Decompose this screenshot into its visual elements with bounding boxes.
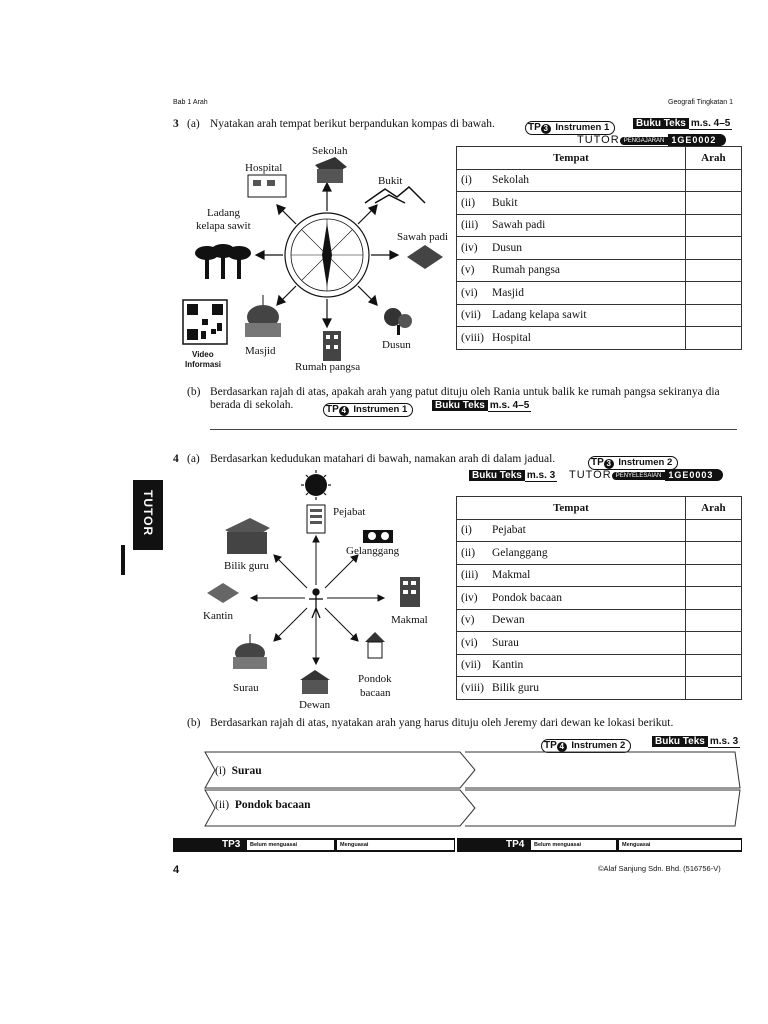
answer-cell[interactable] — [685, 632, 741, 655]
chapter-header: Bab 1 Arah — [173, 99, 208, 106]
row-place: Surau — [488, 632, 685, 655]
row-place: Pejabat — [488, 519, 685, 542]
tutor-label: TUTOR — [577, 134, 620, 146]
table-row — [457, 564, 742, 587]
tp-level: 4 — [339, 406, 349, 416]
label-masjid: Masjid — [245, 345, 276, 357]
q4b-row-2 — [215, 799, 311, 812]
tp4-menguasai[interactable]: Menguasai — [619, 840, 741, 850]
label-video: Video — [192, 350, 214, 359]
buku-teks-label: Buku Teks — [432, 400, 488, 411]
row-place: Sekolah — [488, 169, 685, 192]
row-num: (vii) — [457, 654, 489, 677]
qr-code-icon — [183, 300, 227, 344]
q3a-textbook-ref — [633, 117, 732, 130]
copyright-text: Alaf Sanjung Sdn. Bhd. (516756-V) — [603, 864, 721, 873]
row-place: Surau — [231, 765, 262, 777]
mosque-icon — [245, 295, 281, 337]
table-row — [457, 169, 742, 192]
reading-hut-icon — [365, 632, 385, 658]
canteen-icon — [207, 583, 239, 603]
table-row — [457, 609, 742, 632]
row-num: (viii) — [457, 677, 489, 700]
row-num: (ii) — [457, 192, 489, 215]
tutor-code: 1GE0003 — [665, 469, 723, 481]
label-pejabat: Pejabat — [333, 506, 366, 518]
hall-icon — [300, 670, 330, 694]
flats-icon — [323, 331, 341, 361]
q4-number: 4 — [173, 453, 179, 465]
row-place: Rumah pangsa — [488, 259, 685, 282]
page-ref: m.s. 4–5 — [489, 400, 530, 411]
tutor-side-tab — [133, 480, 163, 550]
label-surau: Surau — [233, 682, 259, 694]
table-row — [457, 282, 742, 305]
row-place: Makmal — [488, 564, 685, 587]
answer-cell[interactable] — [685, 519, 741, 542]
row-num: (i) — [457, 169, 489, 192]
col-tempat: Tempat — [457, 497, 686, 520]
page-ref: m.s. 3 — [526, 470, 556, 481]
sun-icon — [301, 470, 331, 500]
q4a-textbook-ref — [469, 469, 557, 482]
answer-cell[interactable] — [685, 587, 741, 610]
tp-text: TP — [591, 457, 604, 468]
page-ref: m.s. 4–5 — [690, 118, 731, 129]
q4-answer-table — [456, 496, 742, 700]
row-place: Hospital — [488, 327, 685, 350]
row-num: (vi) — [457, 282, 489, 305]
row-place: Masjid — [488, 282, 685, 305]
hill-icon — [365, 187, 425, 203]
label-kantin: Kantin — [203, 610, 233, 622]
side-marker — [121, 545, 125, 575]
table-row — [457, 304, 742, 327]
row-place: Pondok bacaan — [488, 587, 685, 610]
q4a-label: (a) — [187, 453, 200, 465]
row-place: Bukit — [488, 192, 685, 215]
row-place: Dewan — [488, 609, 685, 632]
row-num: (ii) — [457, 542, 489, 565]
row-num: (iv) — [457, 237, 489, 260]
q3a-text: Nyatakan arah tempat berikut berpandukan kompas di bawah. — [210, 118, 495, 130]
q4b-answer-1[interactable] — [470, 752, 735, 788]
tp-level: 3 — [541, 124, 551, 134]
table-row — [457, 542, 742, 565]
q3b-label: (b) — [187, 386, 201, 398]
answer-cell[interactable] — [685, 564, 741, 587]
row-place: Bilik guru — [488, 677, 685, 700]
label-hospital: Hospital — [245, 162, 283, 174]
lab-icon — [400, 577, 420, 607]
answer-cell[interactable] — [685, 654, 741, 677]
row-place: Dusun — [488, 237, 685, 260]
instrument-label: Instrumen 1 — [555, 122, 610, 133]
q3-answer-table — [456, 146, 742, 350]
label-rumah-pangsa: Rumah pangsa — [295, 361, 361, 373]
subject-header: Geografi Tingkatan 1 — [668, 99, 733, 106]
tp3-belum[interactable]: Belum menguasai — [247, 840, 334, 850]
table-row — [457, 654, 742, 677]
q4b-textbook-ref — [652, 735, 740, 748]
table-row — [457, 632, 742, 655]
instrument-label: Instrumen 2 — [618, 457, 673, 468]
answer-cell[interactable] — [685, 677, 741, 700]
tp3-menguasai[interactable]: Menguasai — [337, 840, 454, 850]
q4b-row-1 — [215, 765, 262, 778]
q4a-text: Berdasarkan kedudukan matahari di bawah, namakan arah di dalam jadual. — [210, 453, 556, 465]
page-number: 4 — [173, 864, 180, 876]
tp4-label: TP4 — [506, 839, 525, 850]
answer-cell[interactable] — [685, 282, 741, 305]
col-arah: Arah — [685, 497, 741, 520]
tutor-code: 1GE0002 — [668, 134, 726, 146]
label-dewan: Dewan — [299, 699, 331, 711]
tp4-belum[interactable]: Belum menguasai — [531, 840, 616, 850]
row-num: (iv) — [457, 587, 489, 610]
row-num: (v) — [457, 609, 489, 632]
q3b-answer-line[interactable] — [210, 429, 737, 430]
staffroom-icon — [225, 518, 270, 554]
instrument-label: Instrumen 2 — [571, 740, 626, 751]
answer-cell[interactable] — [685, 237, 741, 260]
answer-cell[interactable] — [685, 327, 741, 350]
row-num: (ii) — [215, 799, 230, 811]
q3-number: 3 — [173, 118, 179, 130]
label-makmal: Makmal — [391, 614, 428, 626]
palm-oil-icon — [195, 244, 251, 279]
answer-cell[interactable] — [685, 214, 741, 237]
q3a-label: (a) — [187, 118, 200, 130]
q4b-text: Berdasarkan rajah di atas, nyatakan arah yang harus dituju oleh Jeremy dari dewan ke lokasi berikut. — [210, 717, 674, 729]
table-row — [457, 237, 742, 260]
label-sawah-padi: Sawah padi — [397, 231, 449, 243]
tp-level: 3 — [604, 459, 614, 469]
buku-teks-label: Buku Teks — [652, 736, 708, 747]
q3a-tp-badge — [525, 117, 615, 135]
label-kelapa-sawit: kelapa sawit — [196, 220, 251, 232]
answer-cell[interactable] — [685, 542, 741, 565]
answer-cell[interactable] — [685, 609, 741, 632]
stadium-icon — [363, 530, 393, 543]
buku-teks-label: Buku Teks — [469, 470, 525, 481]
surau-icon — [233, 634, 267, 669]
row-num: (viii) — [457, 327, 489, 350]
q3b-text: Berdasarkan rajah di atas, apakah arah yang patut dituju oleh Rania untuk balik ke rumah pangsa sekiranya dia berada di sekolah. — [210, 386, 720, 411]
row-num: (v) — [457, 259, 489, 282]
table-row — [457, 259, 742, 282]
col-tempat: Tempat — [457, 147, 686, 170]
answer-cell[interactable] — [685, 259, 741, 282]
tp-text: TP — [528, 122, 541, 133]
label-bukit: Bukit — [378, 175, 403, 187]
label-sekolah: Sekolah — [312, 145, 348, 157]
tutor-tag: PENGAJARAN — [620, 137, 669, 145]
label-bilik-guru: Bilik guru — [224, 560, 269, 572]
answer-cell[interactable] — [685, 192, 741, 215]
hospital-icon — [248, 175, 286, 197]
row-num: (i) — [457, 519, 489, 542]
tutor-tag: PENYELESAIAN — [612, 472, 666, 480]
label-bacaan: bacaan — [360, 687, 391, 699]
school-icon — [315, 157, 347, 183]
copyright — [598, 864, 721, 873]
q4a-tp-badge — [588, 452, 678, 470]
label-ladang: Ladang — [207, 207, 240, 219]
row-place: Sawah padi — [488, 214, 685, 237]
label-dusun: Dusun — [382, 339, 411, 351]
q4b-label: (b) — [187, 717, 201, 729]
row-num: (iii) — [457, 564, 489, 587]
row-num: (iii) — [457, 214, 489, 237]
table-row — [457, 677, 742, 700]
tp-text: TP — [544, 740, 557, 751]
instrument-label: Instrumen 1 — [353, 404, 408, 415]
tutor-label: TUTOR — [569, 469, 612, 481]
answer-cell[interactable] — [685, 169, 741, 192]
q3b-textbook-ref — [432, 399, 531, 412]
tutor-side-label: TUTOR — [141, 490, 155, 537]
row-place: Ladang kelapa sawit — [488, 304, 685, 327]
row-num: (i) — [215, 765, 226, 777]
col-arah: Arah — [685, 147, 741, 170]
copyright-icon: © — [598, 864, 604, 873]
answer-cell[interactable] — [685, 304, 741, 327]
paddy-field-icon — [407, 245, 443, 269]
office-icon — [307, 505, 325, 533]
row-num: (vi) — [457, 632, 489, 655]
row-place: Gelanggang — [488, 542, 685, 565]
orchard-icon — [384, 308, 412, 335]
label-gelanggang: Gelanggang — [346, 545, 400, 557]
tp-text: TP — [326, 404, 339, 415]
q3b-tp-badge — [323, 399, 413, 417]
page-ref: m.s. 3 — [709, 736, 739, 747]
tp-level: 4 — [557, 742, 567, 752]
row-place: Pondok bacaan — [234, 799, 311, 811]
q4-sun-diagram — [195, 470, 450, 710]
table-row — [457, 587, 742, 610]
label-pondok: Pondok — [358, 673, 392, 685]
table-row — [457, 519, 742, 542]
row-num: (vii) — [457, 304, 489, 327]
table-row — [457, 327, 742, 350]
row-place: Kantin — [488, 654, 685, 677]
table-row — [457, 214, 742, 237]
table-row — [457, 192, 742, 215]
q4b-answer-2[interactable] — [470, 791, 735, 827]
buku-teks-label: Buku Teks — [633, 118, 689, 129]
q3-compass-diagram — [175, 145, 460, 380]
q4-tutor-code — [569, 469, 723, 483]
tp3-label: TP3 — [222, 839, 241, 850]
label-informasi: Informasi — [185, 360, 222, 369]
